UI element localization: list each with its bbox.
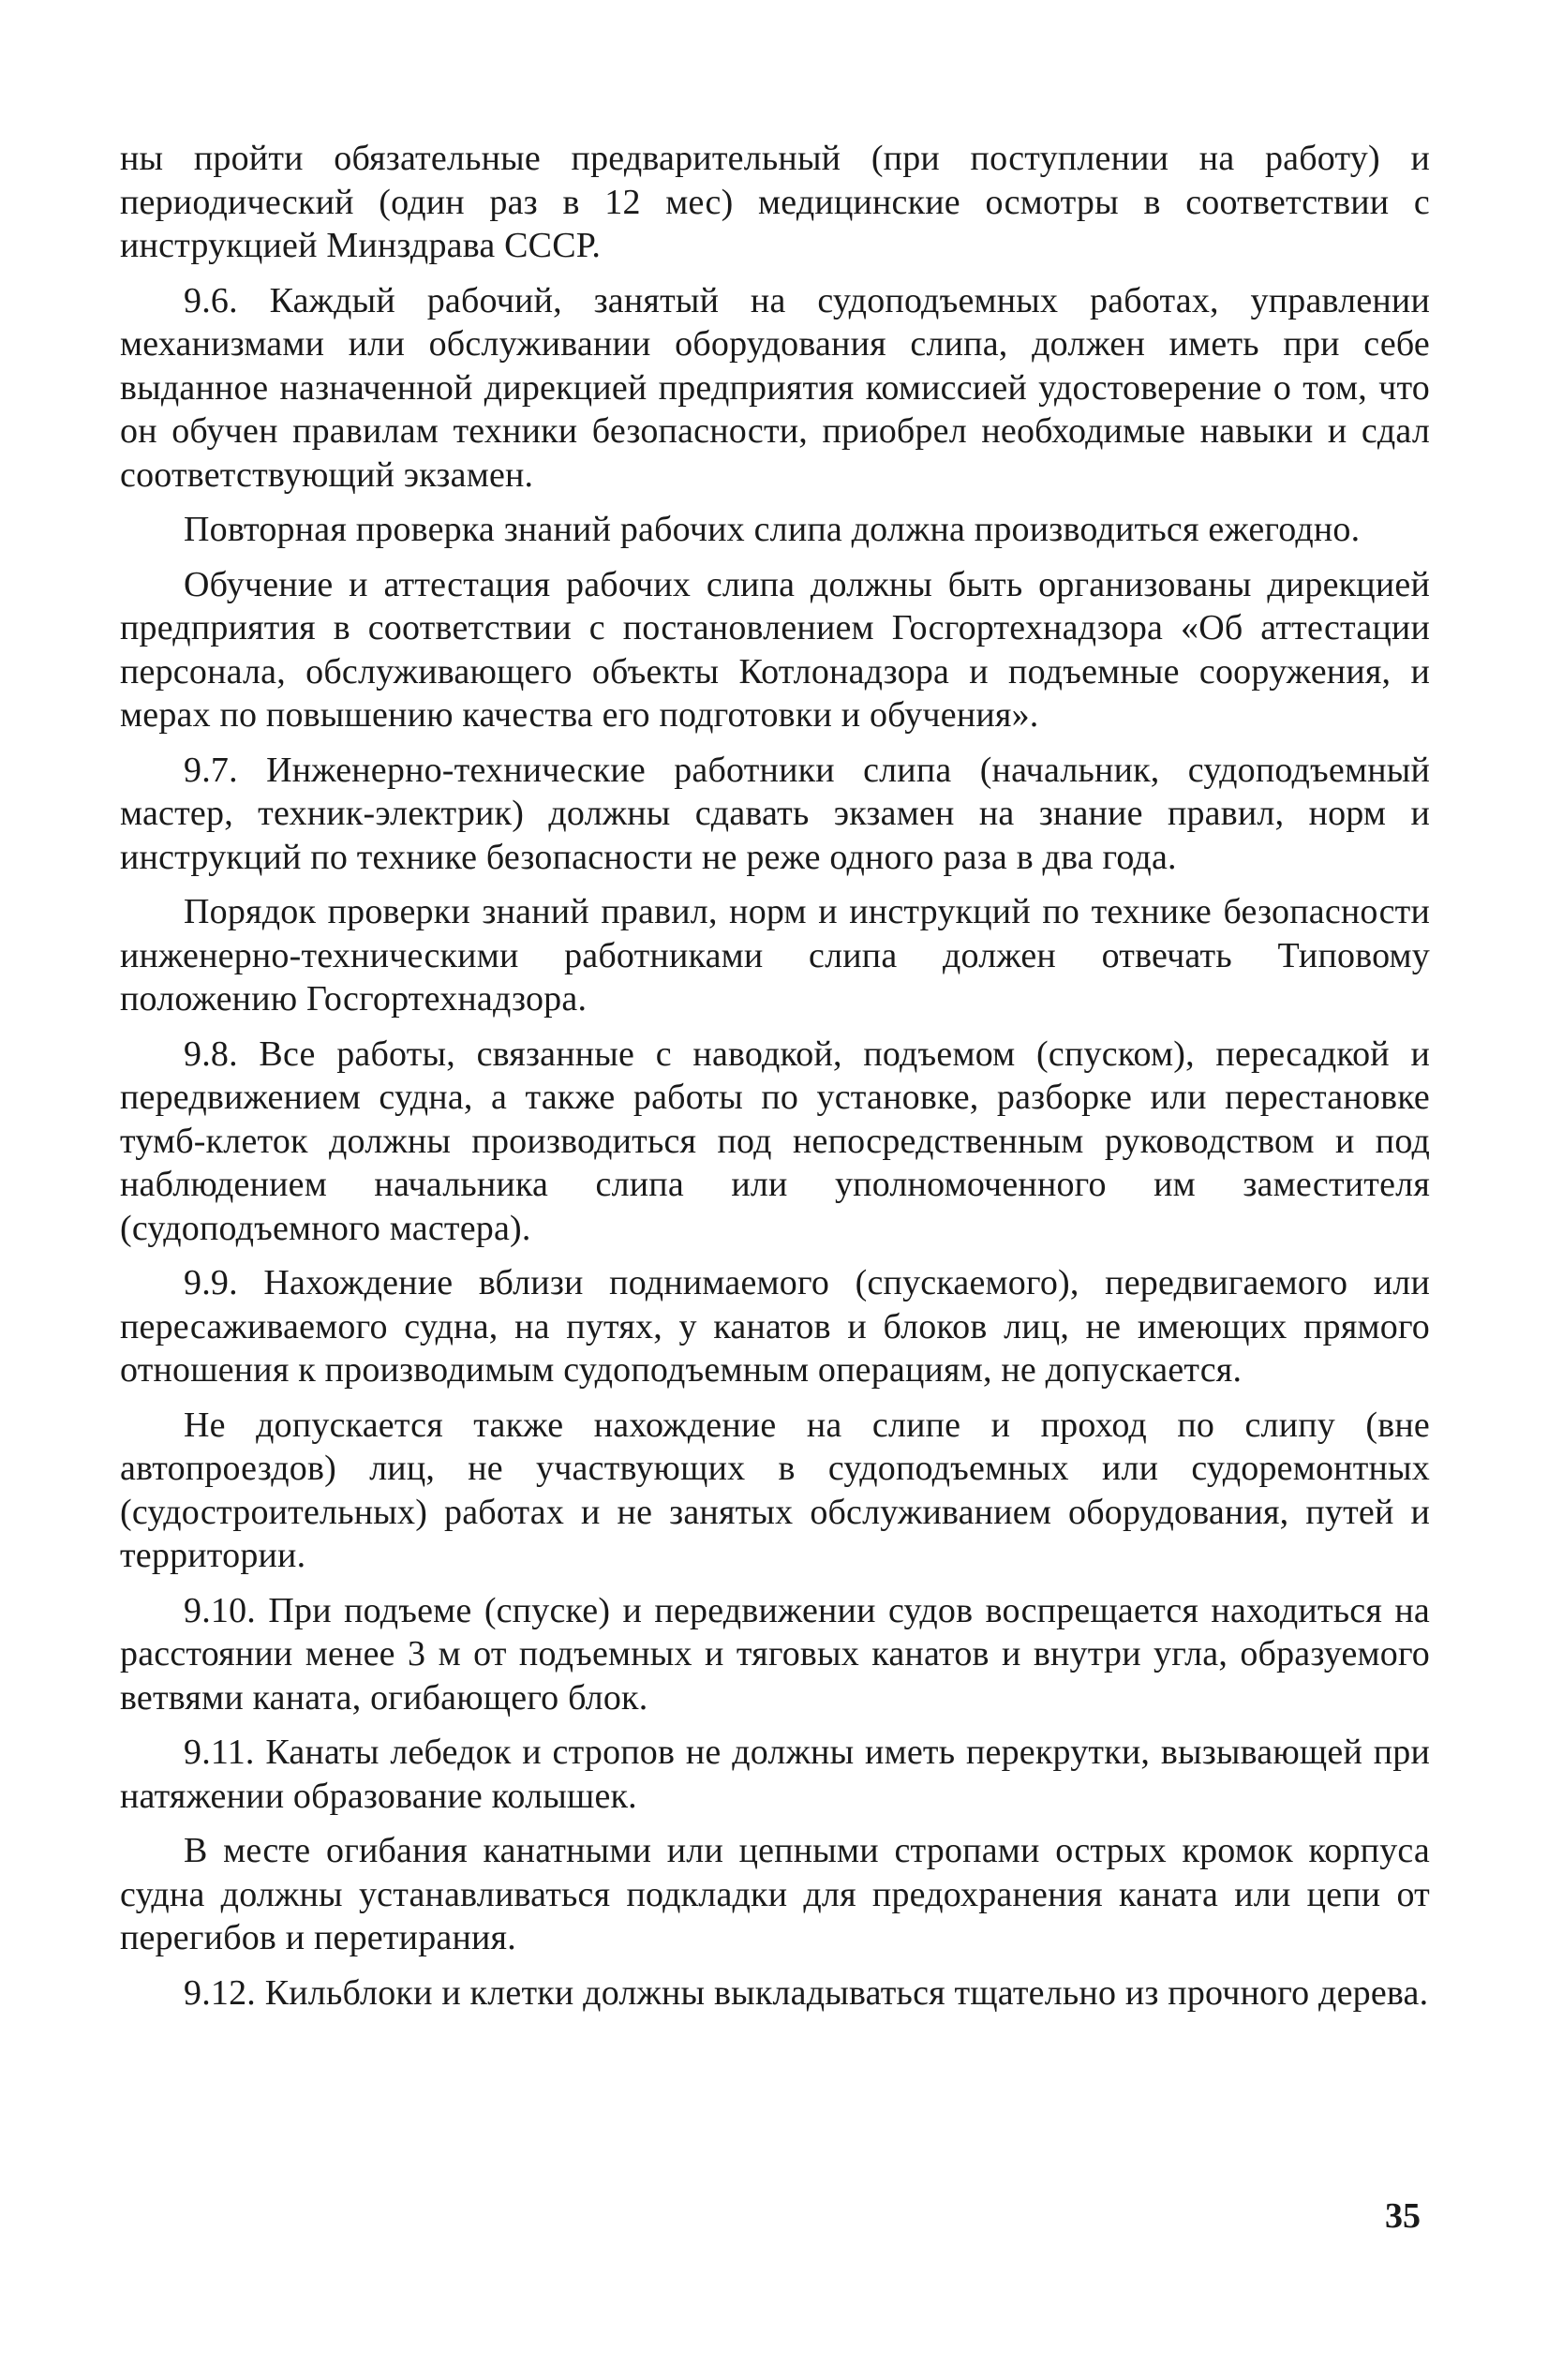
paragraph-9-11: 9.11. Канаты лебедок и стропов не должны иметь перекрутки, вызывающей при натяжении образование колышек.: [120, 1733, 1430, 1816]
paragraph-continuation: ны пройти обязательные предварительный (при поступлении на работу) и периодический (один раз в 12 мес) медицинские осмотры в соответствии с инструкцией Минздрава СССР.: [120, 139, 1430, 265]
paragraph-9-7: 9.7. Инженерно-технические работники слипа (начальник, судоподъемный мастер, техник-электрик) должны сдавать экзамен на знание правил, норм и инструкций по технике безопасности не реже одного раза в два года.: [120, 750, 1430, 877]
paragraph-padding-supports: В месте огибания канатными или цепными стропами острых кромок корпуса судна должны устанавливаться подкладки для предохранения каната или цепи от перегибов и перетирания.: [120, 1831, 1430, 1957]
paragraph-9-9: 9.9. Нахождение вблизи поднимаемого (спускаемого), передвигаемого или пересаживаемого судна, на путях, у канатов и блоков лиц, не имеющих прямого отношения к производимым судоподъемным операциям, не допускается.: [120, 1263, 1430, 1390]
paragraph-9-6: 9.6. Каждый рабочий, занятый на судоподъемных работах, управлении механизмами или обслуживании оборудования слипа, должен иметь при себе выданное назначенной дирекцией предприятия комиссией удостоверение о том, что он обучен правилам техники безопасности, приобрел необходимые навыки и сдал соответствующий экзамен.: [120, 280, 1430, 495]
paragraph-9-10: 9.10. При подъеме (спуске) и передвижении судов воспрещается находиться на расстоянии менее 3 м от подъемных и тяговых канатов и внутри угла, образуемого ветвями каната, огибающего блок.: [120, 1590, 1430, 1718]
paragraph-9-8: 9.8. Все работы, связанные с наводкой, подъемом (спуском), пересадкой и передвижением судна, а также работы по установке, разборке или перестановке тумб-клеток должны производиться под непосредственным руководством и под наблюдением начальника слипа или уполномоченного им заместителя (судоподъемного мастера).: [120, 1034, 1430, 1248]
page-body-text: [120, 137, 1430, 2026]
paragraph-no-presence: Не допускается также нахождение на слипе и проход по слипу (вне автопроездов) лиц, не участвующих в судоподъемных или судоремонтных (судостроительных) работах и не занятых обслуживанием оборудования, путей и территории.: [120, 1405, 1430, 1575]
paragraph-training-attestation: Обучение и аттестация рабочих слипа должны быть организованы дирекцией предприятия в соответствии с постановлением Госгортехнадзора «Об аттестации персонала, обслуживающего объекты Котлонадзора и подъемные сооружения, и мерах по повышению качества его подготовки и обучения».: [120, 564, 1430, 735]
paragraph-9-12: 9.12. Кильблоки и клетки должны выкладываться тщательно из прочного дерева.: [184, 1972, 1429, 2013]
page-number: 35: [1385, 2196, 1421, 2236]
paragraph-knowledge-check-order: Порядок проверки знаний правил, норм и инструкций по технике безопасности инженерно-техническими работниками слипа должен отвечать Типовому положению Госгортехнадзора.: [120, 892, 1430, 1019]
paragraph-repeat-check: Повторная проверка знаний рабочих слипа должна производиться ежегодно.: [184, 510, 1361, 549]
